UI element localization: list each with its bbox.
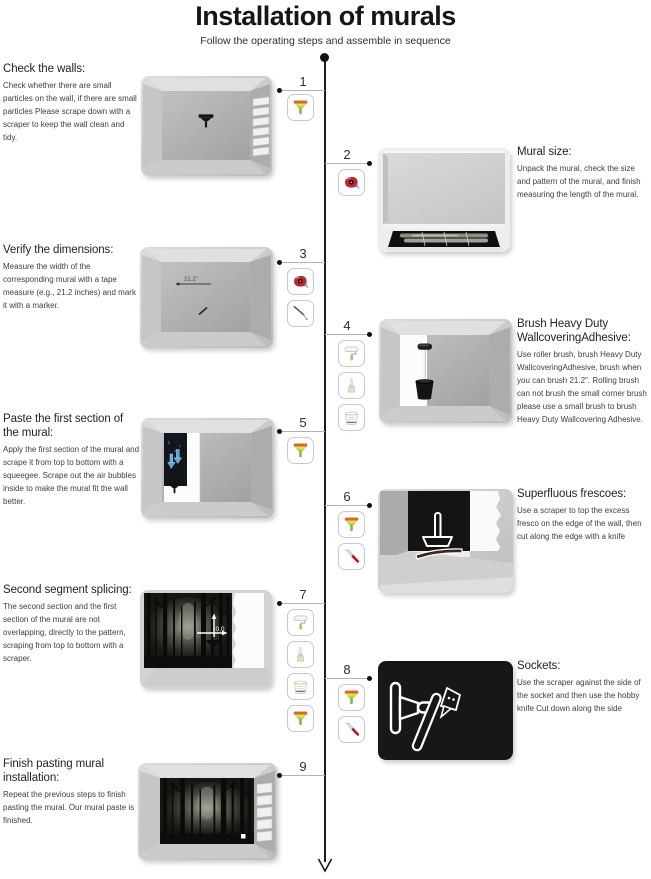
roller-brush-icon	[287, 609, 314, 636]
step-8-title: Sockets:	[517, 660, 561, 672]
step-1-body: Check whether there are small particles on the wall, if there are small particles Please scrape down with a scraper to keep the wall clean and tidy.	[3, 81, 137, 142]
page-subtitle: Follow the operating steps and assemble in sequence	[200, 35, 451, 47]
scraper-icon	[338, 511, 365, 538]
tape-measure-icon	[338, 169, 365, 196]
step-2-body: Unpack the mural, check the size and pattern of the mural, and finish measuring the length of the mural.	[517, 164, 641, 199]
step-3-connector	[281, 262, 325, 263]
step-9-number: 9	[299, 759, 307, 774]
scraper-icon	[287, 437, 314, 464]
roller-brush-icon	[338, 340, 365, 367]
step-2-tools	[338, 169, 365, 196]
step-4-title: Brush Heavy Duty WallcoveringAdhesive:	[517, 318, 631, 345]
step-7-body: The second section and the first section of the mural are not overlapping, directly to the pattern, scraping from top to bottom with a scraper.	[3, 602, 126, 663]
step-8-tools	[338, 684, 365, 743]
scraper-icon	[338, 684, 365, 711]
step-3-number: 3	[299, 246, 307, 261]
step-8-room-image	[378, 661, 513, 760]
adhesive-bucket-icon	[287, 673, 314, 700]
radiator	[257, 783, 272, 842]
step-4-body: Use roller brush, brush Heavy Duty WallcoveringAdhesive, brush when you can brush 21.2". Rolling brush can not brush the small corner brush please use a small brush to brush Heavy Duty Wallcovering Adhesive.	[517, 350, 647, 424]
step-3-tools	[287, 268, 314, 327]
step-7-tools	[287, 609, 314, 732]
small-brush-icon	[338, 372, 365, 399]
step-9-room-image	[138, 763, 277, 860]
page-title: Installation of murals	[195, 1, 456, 31]
torn-strip	[233, 593, 265, 668]
step-4-text	[517, 317, 650, 427]
step-7-room-image	[140, 590, 272, 688]
step-7-number: 7	[299, 587, 307, 602]
socket	[241, 834, 246, 839]
step-2-number: 2	[343, 147, 351, 162]
small-brush-icon	[287, 641, 314, 668]
step-9-connector	[281, 775, 325, 776]
step-7-connector	[281, 603, 325, 604]
svg-text:0,0: 0,0	[215, 626, 225, 633]
torn-strip	[470, 491, 501, 551]
timeline-start-dot	[320, 53, 329, 62]
step-7-text	[3, 583, 143, 666]
knife-icon	[338, 716, 365, 743]
step-5-title: Paste the first section of the mural:	[3, 413, 124, 440]
step-9-title: Finish pasting mural installation:	[3, 758, 104, 785]
step-3-text	[3, 243, 141, 313]
step-6-connector	[325, 505, 369, 506]
adhesive-bucket-icon	[338, 404, 365, 431]
step-3-room-image	[140, 247, 273, 348]
step-8-connector	[325, 678, 369, 679]
svg-text:21.2": 21.2"	[184, 276, 198, 283]
step-2-connector	[325, 163, 369, 164]
step-6-title: Superfluous frescoes:	[517, 488, 627, 500]
knife-icon	[338, 543, 365, 570]
finished-mural	[160, 778, 254, 844]
step-4-connector	[325, 334, 369, 335]
step-6-room-image	[378, 489, 513, 593]
step-8-number: 8	[343, 662, 351, 677]
step-7-title: Second segment splicing:	[3, 584, 132, 596]
timeline-line	[324, 57, 326, 862]
step-1-tools	[287, 94, 314, 121]
step-5-text	[3, 412, 140, 509]
step-4-room-image	[379, 319, 512, 423]
step-4-number: 4	[343, 318, 351, 333]
step-5-body: Apply the first section of the mural and scrape it from top to bottom with a squeegee. Scrape out the air bubbles inside to make the mural fit the wall better.	[3, 445, 140, 506]
step-2-text	[517, 145, 649, 202]
step-5-number: 5	[299, 415, 307, 430]
step-8-body: Use the scraper against the side of the socket and then use the hobby knife Cut down along the side	[517, 678, 641, 713]
step-1-room-image	[141, 76, 272, 176]
step-6-tools	[338, 511, 365, 570]
step-3-body: Measure the width of the corresponding mural with a tape measure (e.g., 21.2 inches) and mark it with a marker.	[3, 262, 136, 310]
tape-measure-icon	[287, 268, 314, 295]
adhesive-bucket	[416, 379, 434, 399]
step-6-text	[517, 487, 649, 544]
step-1-number: 1	[299, 74, 307, 89]
step-6-number: 6	[343, 489, 351, 504]
step-4-tools	[338, 340, 365, 431]
step-2-room-image	[378, 148, 510, 252]
step-5-tools	[287, 437, 314, 464]
step-9-body: Repeat the previous steps to finish pasting the mural. Our mural paste is finished.	[3, 790, 135, 825]
step-2-title: Mural size:	[517, 146, 572, 158]
step-5-room-image	[141, 418, 274, 518]
step-6-body: Use a scraper to top the excess fresco on the edge of the wall, then cut along the edge with a knife	[517, 506, 642, 541]
step-1-title: Check the walls:	[3, 63, 86, 75]
scraper-icon	[287, 705, 314, 732]
scraper-icon	[287, 94, 314, 121]
timeline-arrow-icon	[317, 858, 333, 873]
step-9-text	[3, 757, 140, 828]
step-3-title: Verify the dimensions:	[3, 244, 114, 256]
step-1-text	[3, 62, 140, 145]
marker-icon	[287, 300, 314, 327]
step-1-connector	[281, 90, 325, 91]
step-8-text	[517, 659, 650, 716]
step-5-connector	[281, 431, 325, 432]
